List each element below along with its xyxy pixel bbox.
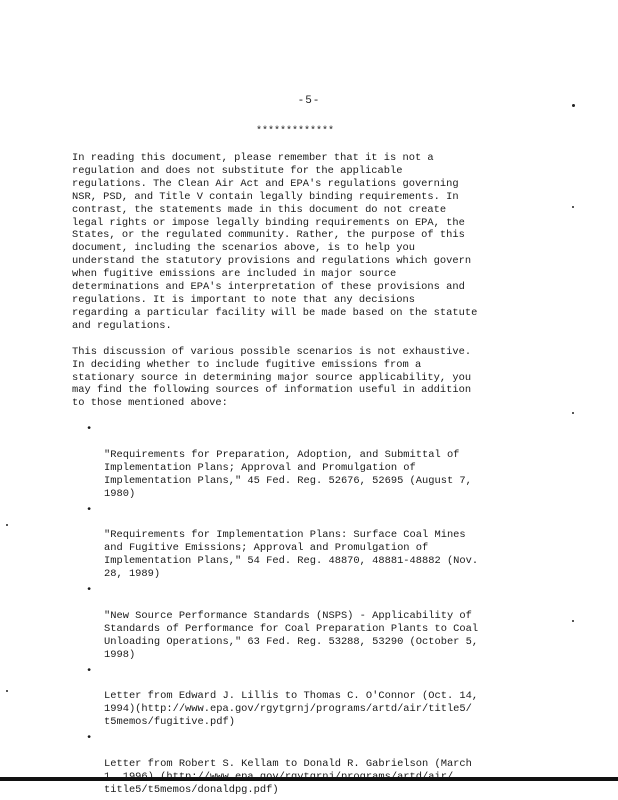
bullet-icon: • — [86, 732, 93, 745]
scan-speck — [572, 620, 574, 622]
reference-item — [72, 423, 532, 500]
bullet-icon: • — [86, 503, 93, 516]
sources-intro-paragraph: This discussion of various possible scenarios is not exhaustive. In deciding whether to include fugitive emissions from a stationary source in determining major source applicability, you may find the following sources of information useful in addition to those mentioned above: — [72, 345, 472, 410]
reference-text: "New Source Performance Standards (NSPS) - Applicability of Standards of Performance for Coal Preparation Plants to Coal Unloading Operations," 63 Fed. Reg. 53288, 53290 (October 5, 1998) — [104, 609, 479, 661]
bullet-icon: • — [86, 584, 93, 597]
scan-speck — [572, 412, 574, 414]
reference-text: "Requirements for Preparation, Adoption, and Submittal of Implementation Plans; Approval and Promulgation of Implementation Plans," 45 Fed. Reg. 52676, 52695 (August 7, 1980) — [104, 449, 472, 500]
scan-speck — [572, 206, 574, 208]
disclaimer-paragraph: In reading this document, please remember that it is not a regulation and does not substitute for the applicable regulations. The Clean Air Act and EPA's regulations governing NSR, PSD, and Title V contain legally binding requirements. In contrast, the statements made in this document do not create legal rights or impose legally binding requirements on EPA, the States, or the regulated community. Rather, the purpose of this document, including the scenarios above, is to help you understand the statutory provisions and regulations which govern when fugitive emissions are included in major source determinations and EPA's interpretation of these provisions and regulations. It is important to note that any decisions regarding a particular facility will be made based on the statute and regulations. — [72, 152, 478, 332]
reference-item — [72, 665, 532, 730]
page-number: -5- — [297, 95, 321, 107]
reference-list — [72, 423, 532, 796]
scan-speck — [6, 690, 8, 692]
section-separator: ************* — [255, 126, 334, 137]
bullet-icon: • — [86, 423, 93, 436]
reference-text: "Requirements for Implementation Plans: Surface Coal Mines and Fugitive Emissions; Approval and Promulgation of Implementation Plans," 54 Fed. Reg. 48870, 48881-48882 (Nov. 28, 1989) — [104, 529, 479, 581]
scan-speck — [572, 104, 575, 107]
reference-text: Letter from Edward J. Lillis to Thomas C. O'Connor (Oct. 14, 1994)(http://www.epa.gov/rgytgrnj/programs/artd/air/title5/ t5memos/fugitive.pdf) — [104, 690, 479, 729]
reference-item — [72, 732, 532, 797]
scan-edge-line — [0, 777, 618, 781]
reference-text: Letter from Robert S. Kellam to Donald R. Gabrielson (March title5/t5memos/donaldpg.pdf) — [104, 757, 472, 796]
bullet-icon: • — [86, 664, 93, 677]
scan-speck — [6, 524, 8, 526]
reference-item — [72, 504, 532, 581]
reference-item — [72, 584, 532, 661]
document-body — [72, 152, 532, 800]
